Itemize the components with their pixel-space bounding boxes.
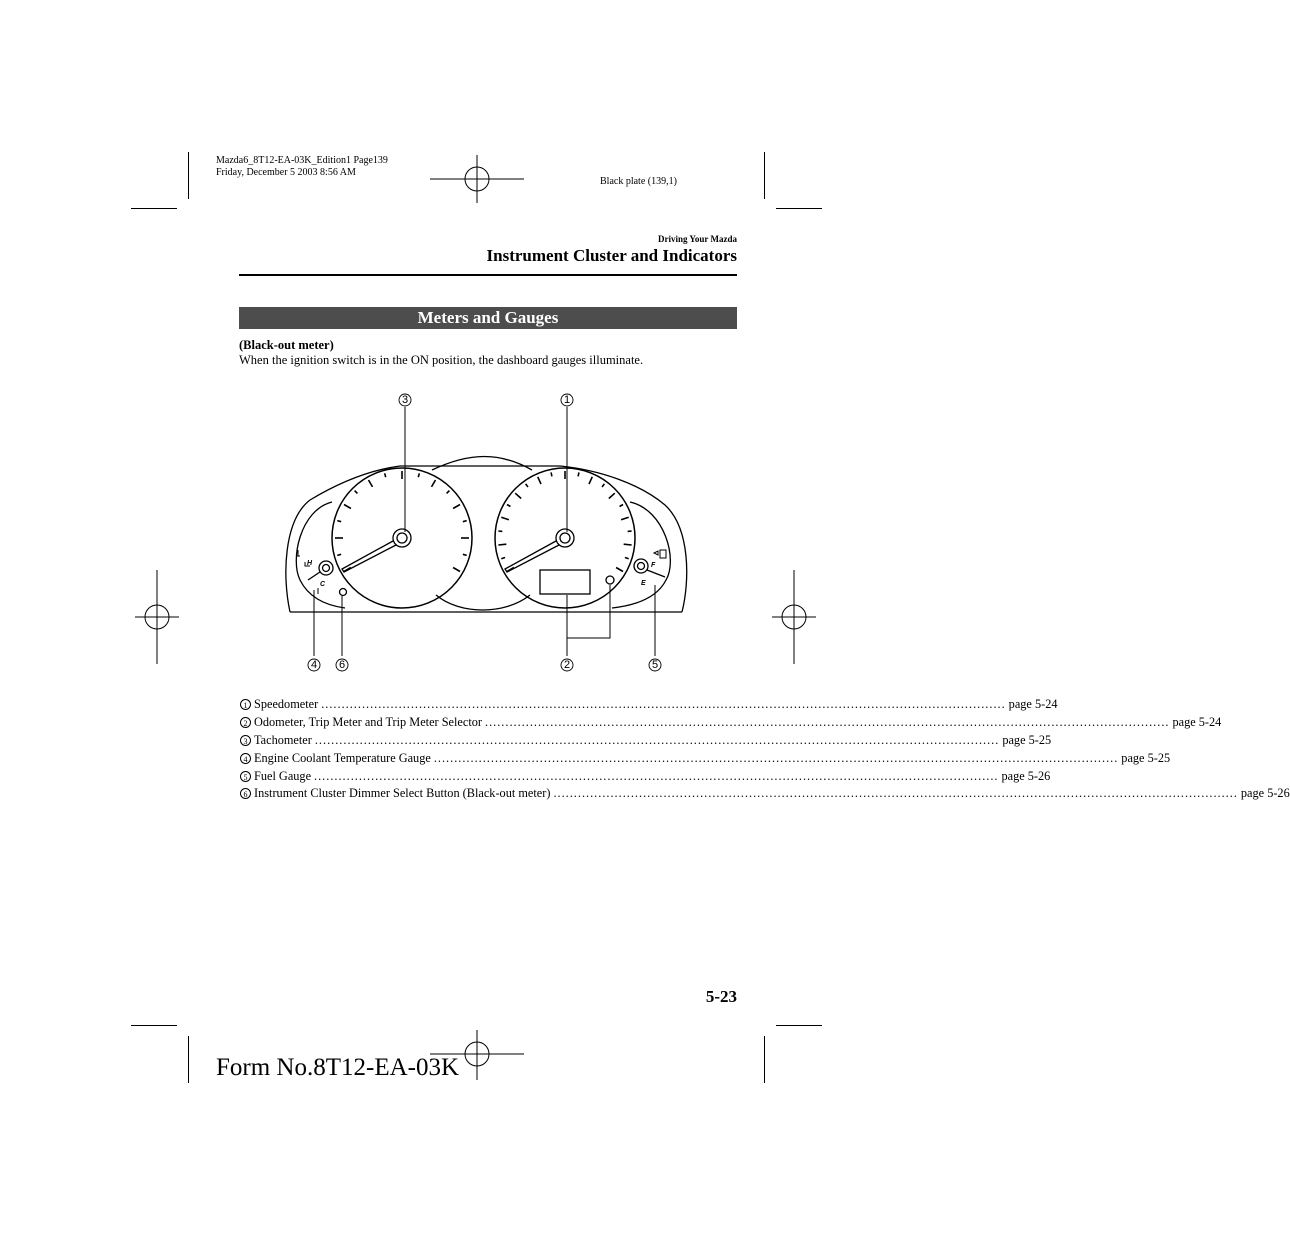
temp-hot-label: H: [307, 560, 313, 567]
fuel-pump-icon: [654, 550, 666, 558]
page-title: Instrument Cluster and Indicators: [486, 246, 737, 265]
crop-mark: [764, 152, 765, 199]
leader-dots: ........................................................................................................................................................................: [553, 785, 1238, 800]
dial-tick: [501, 557, 505, 558]
crop-mark: [776, 1025, 822, 1026]
dimmer-button: [340, 589, 347, 596]
dial-tick: [620, 505, 623, 507]
temp-cold-label: C: [320, 581, 326, 588]
leader-dots: ........................................................................................................................................................................: [314, 768, 999, 783]
dial-tick: [385, 473, 386, 477]
dial-tick: [578, 472, 579, 476]
dial-tick: [498, 544, 506, 545]
crop-mark: [131, 208, 177, 209]
crop-mark: [188, 152, 189, 199]
leader-dots: ........................................................................................................................................................................: [321, 696, 1006, 711]
item-label: Odometer, Trip Meter and Trip Meter Selector: [254, 714, 482, 729]
dial-tick: [551, 472, 552, 476]
item-label: Instrument Cluster Dimmer Select Button (Black-out meter): [254, 785, 551, 800]
item-label: Tachometer: [254, 732, 312, 747]
item-label: Engine Coolant Temperature Gauge: [254, 750, 431, 765]
dial-tick: [432, 480, 436, 487]
heading-bar: Meters and Gauges: [239, 307, 737, 329]
dial-tick: [418, 473, 419, 477]
list-item: [240, 731, 1052, 749]
dial-tick: [463, 554, 467, 555]
callout-1: 1: [563, 394, 571, 406]
dial-tick: [624, 544, 632, 545]
running-head: Driving Your Mazda: [657, 234, 737, 244]
item-number: 2: [240, 717, 251, 728]
callout-2: 2: [563, 659, 571, 671]
list-item: [240, 695, 1058, 713]
print-header-line2: Friday, December 5 2003 8:56 AM: [216, 167, 356, 178]
fuel-full-label: F: [651, 562, 656, 569]
item-number: 6: [240, 788, 251, 799]
dial-tick: [526, 484, 528, 487]
item-page: page 5-26: [1001, 768, 1051, 783]
print-header: [216, 155, 388, 179]
fuel-empty-label: E: [641, 580, 646, 587]
registration-mark-right: [772, 570, 816, 664]
dial-tick: [501, 517, 509, 519]
subheading: (Black-out meter): [239, 338, 334, 352]
odometer-window: [540, 570, 590, 594]
plate-info: Black plate (139,1): [600, 176, 677, 187]
callout-4: 4: [310, 659, 318, 671]
list-item: [240, 784, 1290, 802]
title-rule: [239, 274, 737, 276]
dial-tick: [515, 493, 521, 498]
body-text: When the ignition switch is in the ON position, the dashboard gauges illuminate.: [239, 353, 644, 367]
crop-mark: [764, 1036, 765, 1083]
crop-mark: [188, 1036, 189, 1083]
leader-dots: ........................................................................................................................................................................: [433, 750, 1119, 765]
item-number: 1: [240, 699, 251, 710]
leader-dots: ........................................................................................................................................................................: [314, 732, 1000, 747]
callout-3: 3: [401, 394, 409, 406]
item-page: page 5-24: [1008, 696, 1058, 711]
item-number: 3: [240, 735, 251, 746]
dial-tick: [621, 517, 629, 519]
list-item: [240, 767, 1051, 785]
item-page: page 5-26: [1240, 785, 1290, 800]
item-page: page 5-25: [1121, 750, 1171, 765]
callout-6: 6: [338, 659, 346, 671]
dial-tick: [447, 491, 450, 494]
dial-tick: [609, 493, 615, 498]
item-label: Speedometer: [254, 696, 319, 711]
crop-mark: [776, 208, 822, 209]
speedometer-hub: [556, 529, 574, 547]
trip-button: [606, 576, 614, 584]
dial-tick: [337, 521, 341, 522]
list-item: [240, 713, 1222, 731]
item-label: Fuel Gauge: [254, 768, 312, 783]
dial-tick: [602, 484, 604, 487]
dial-tick: [538, 477, 541, 484]
dial-tick: [453, 568, 460, 572]
dial-tick: [616, 568, 623, 572]
print-header-line1: Mazda6_8T12-EA-03K_Edition1 Page139: [216, 155, 388, 166]
dial-tick: [337, 554, 341, 555]
tachometer-hub: [393, 529, 411, 547]
instrument-cluster-figure: [270, 385, 700, 680]
item-number: 5: [240, 771, 251, 782]
leader-dots: ........................................................................................................................................................................: [485, 714, 1170, 729]
dial-tick: [369, 480, 373, 487]
list-item: [240, 749, 1171, 767]
dial-tick: [589, 477, 592, 484]
dial-tick: [344, 505, 351, 509]
registration-mark-left: [135, 570, 179, 664]
callout-5: 5: [651, 659, 659, 671]
item-page: page 5-25: [1002, 732, 1052, 747]
item-number: 4: [240, 753, 251, 764]
dial-tick: [625, 557, 629, 558]
dial-tick: [463, 521, 467, 522]
dial-tick: [355, 491, 358, 494]
item-page: page 5-24: [1172, 714, 1222, 729]
page-number: 5-23: [705, 987, 737, 1006]
dial-tick: [507, 505, 510, 507]
dial-tick: [453, 505, 460, 509]
form-number: Form No.8T12-EA-03K: [216, 1054, 460, 1081]
registration-mark-top: [430, 155, 524, 203]
crop-mark: [131, 1025, 177, 1026]
